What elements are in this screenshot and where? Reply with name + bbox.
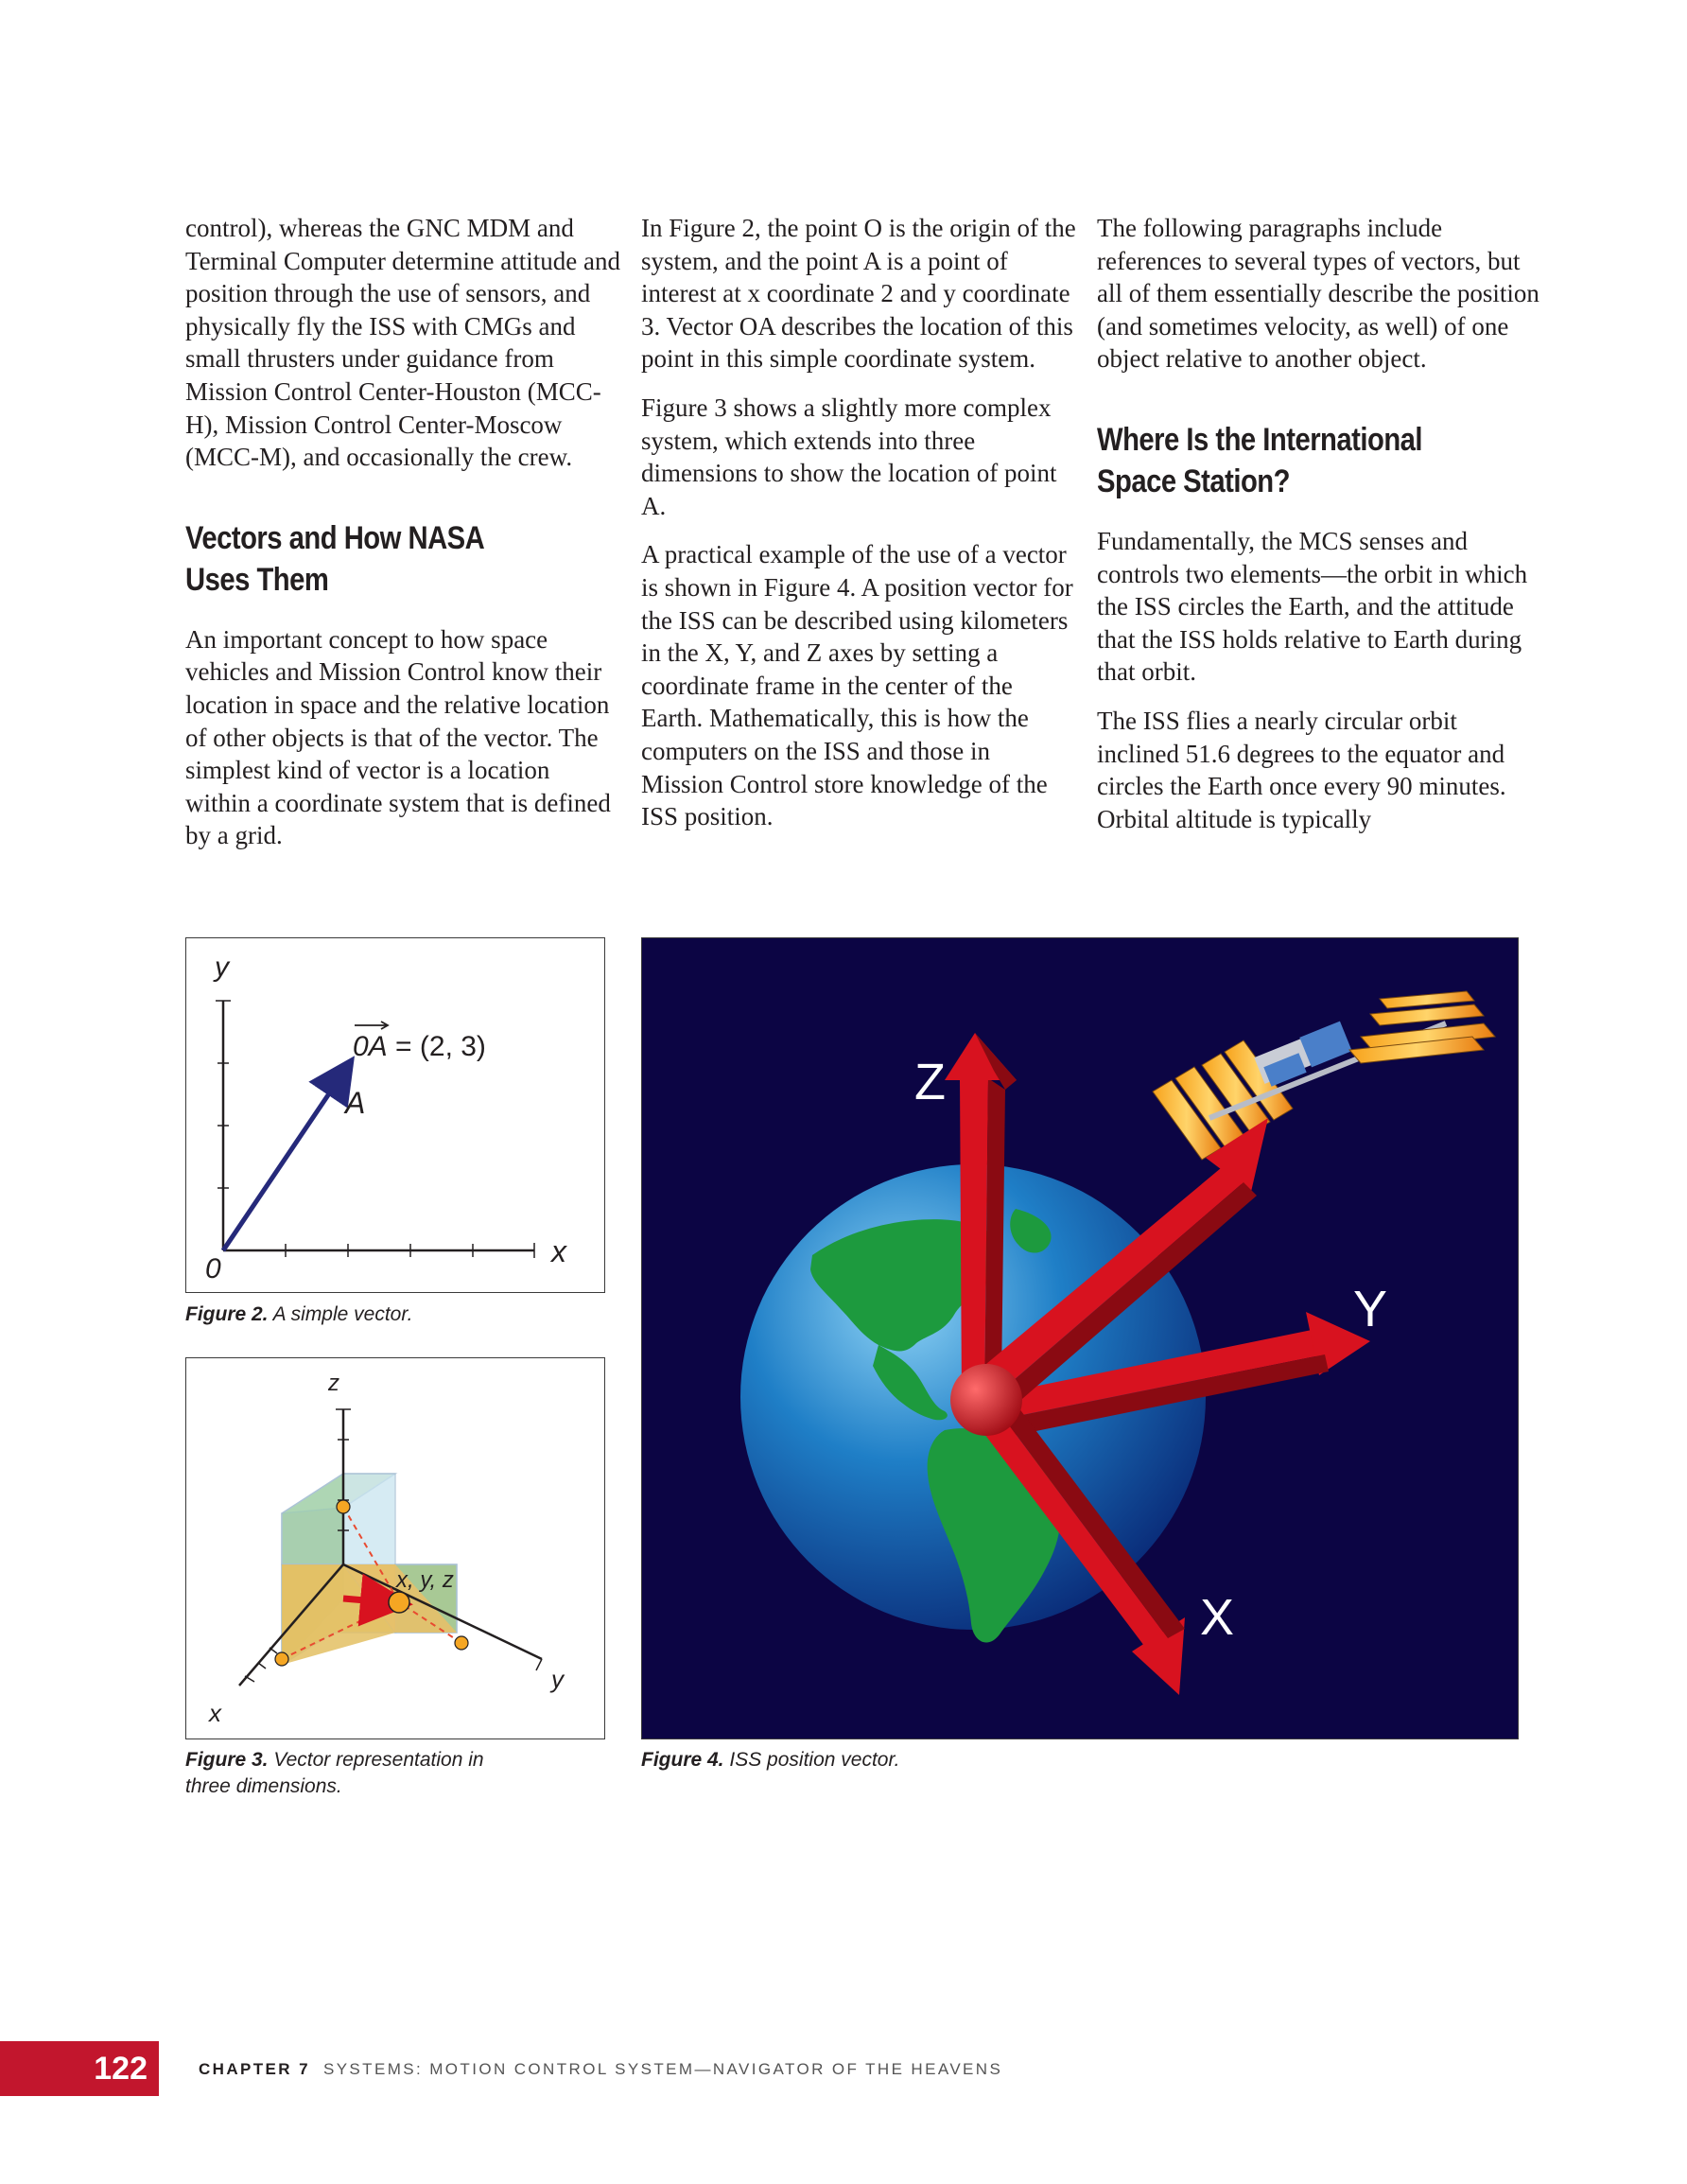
- heading-line: Where Is the International: [1097, 421, 1423, 458]
- heading-line: Vectors and How NASA: [185, 519, 485, 556]
- figure-3-3d-vector: [185, 1357, 605, 1739]
- chapter-title: SYSTEMS: MOTION CONTROL SYSTEM—NAVIGATOR OF THE HEAVENS: [322, 2060, 1003, 2078]
- x-axis-label: X: [1200, 1589, 1235, 1646]
- point-label: x, y, z: [396, 1567, 454, 1593]
- point-a-label: A: [345, 1086, 366, 1120]
- caption-number: Figure 4.: [641, 1749, 724, 1771]
- y-intercept-marker: [455, 1636, 468, 1650]
- y-axis-label: Y: [1353, 1281, 1388, 1337]
- x-intercept-marker: [275, 1652, 288, 1666]
- figure-2-simple-vector: [185, 937, 605, 1293]
- section-heading-iss-location: [1097, 419, 1479, 502]
- chapter-label: CHAPTER 7: [199, 2060, 310, 2078]
- figure-4-iss-position: [641, 937, 1519, 1739]
- paragraph: An important concept to how space vehicles and Mission Control know their location in space and the relative location of other objects is that of the vector. The simplest kind of vector is a location within a coordinate system that is defined by a grid.: [185, 624, 611, 850]
- running-footer: [199, 2060, 1002, 2079]
- paragraph: In Figure 2, the point O is the origin of the system, and the point A is a point of interest at x coordinate 2 and y coordinate 3. Vector OA describes the location of this point in this simple coordinate system.: [641, 214, 1076, 374]
- text-column-3: [1097, 212, 1541, 851]
- x-axis-label: x: [551, 1234, 566, 1268]
- vector-name: 0A: [353, 1031, 388, 1062]
- iss-station-image: [1153, 991, 1495, 1160]
- heading-line: Uses Them: [185, 561, 329, 598]
- figure-2-caption: [185, 1302, 611, 1328]
- paragraph: Figure 3 shows a slightly more complex system, which extends into three dimensions to show the location of point A.: [641, 393, 1057, 520]
- text-column-1: [185, 212, 620, 868]
- vector-value: = (2, 3): [387, 1031, 486, 1062]
- vector-label: [353, 1031, 486, 1062]
- section-heading-vectors: [185, 517, 560, 601]
- y-axis: [216, 1001, 231, 1250]
- origin-label: 0: [205, 1253, 221, 1284]
- paragraph: The ISS flies a nearly circular orbit inclined 51.6 degrees to the equator and circles the Earth once every 90 minutes. Orbital altitude is typically: [1097, 706, 1506, 833]
- vector-oa-arrow: [223, 1075, 341, 1250]
- z-axis-label: z: [328, 1371, 339, 1396]
- paragraph: A practical example of the use of a vector is shown in Figure 4. A position vector for the ISS can be described using kilometers in the X, Y, and Z axes by setting a coordinate frame in the center of the Earth. Mathematically, this is how the computers on the ISS and those in Mission Control store knowledge of the ISS position.: [641, 540, 1073, 831]
- caption-number: Figure 2.: [185, 1303, 269, 1325]
- page-number: 122: [0, 2041, 159, 2096]
- z-intercept-marker: [337, 1500, 350, 1513]
- heading-line: Space Station?: [1097, 463, 1291, 499]
- caption-text: ISS position vector.: [723, 1749, 900, 1771]
- x-axis-label: x: [209, 1699, 221, 1727]
- y-axis-label: y: [215, 952, 229, 983]
- paragraph: The following paragraphs include references to several types of vectors, but all of them essentially describe the position (and sometimes velocity, as well) of one object relative to another object.: [1097, 214, 1539, 374]
- y-axis-label: y: [551, 1665, 564, 1693]
- position-vector-arrow: [343, 1599, 387, 1602]
- figure-4-caption: [641, 1747, 1209, 1773]
- z-axis-label: Z: [914, 1054, 946, 1110]
- caption-number: Figure 3.: [185, 1749, 269, 1771]
- figure-3-caption: [185, 1747, 526, 1800]
- paragraph: Fundamentally, the MCS senses and controls two elements—the orbit in which the ISS circles the Earth, and the attitude that the ISS holds relative to Earth during that orbit.: [1097, 526, 1528, 687]
- paragraph: control), whereas the GNC MDM and Terminal Computer determine attitude and position through the use of sensors, and physically fly the ISS with CMGs and small thrusters under guidance from Mission Control Center-Houston (MCC-H), Mission Control Center-Moscow (MCC-M), and occasionally the crew.: [185, 214, 620, 472]
- caption-text: A simple vector.: [268, 1303, 413, 1325]
- x-axis: [223, 1243, 534, 1258]
- text-column-2: [641, 212, 1076, 849]
- earth-center-origin: [950, 1364, 1022, 1436]
- caption-text: Vector representation in three dimensions.: [185, 1749, 484, 1797]
- point-marker: [389, 1592, 409, 1613]
